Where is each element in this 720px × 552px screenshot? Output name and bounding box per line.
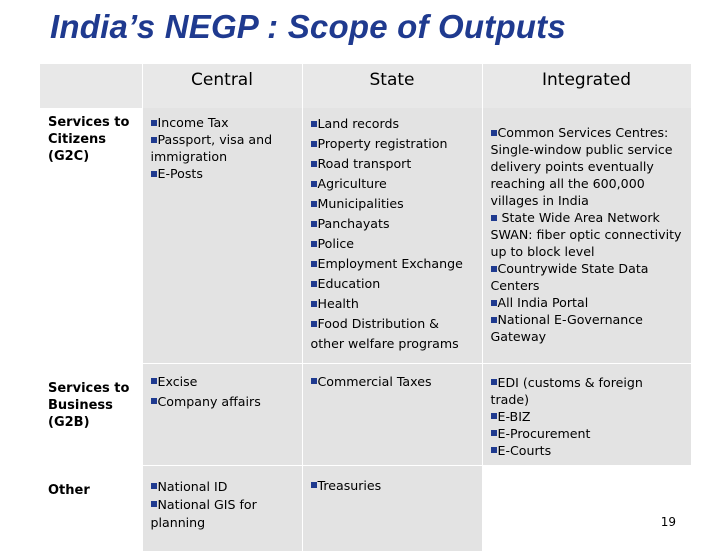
bullet-text: National ID [157, 478, 228, 494]
bullet-text: E-Procurement [497, 425, 591, 441]
square-bullet-icon [151, 378, 157, 384]
bullet-item [491, 209, 685, 260]
square-bullet-icon [151, 137, 157, 143]
bullet-text: Municipalities [317, 196, 404, 211]
bullet-text: Passport, visa and immigration [150, 132, 273, 164]
row-label-g2c: Services to Citizens (G2C) [40, 108, 142, 363]
square-bullet-icon [311, 181, 317, 187]
bullet-item [311, 214, 476, 234]
bullet-item [311, 134, 476, 154]
header-row [40, 64, 691, 108]
bullet-item [151, 392, 296, 412]
bullet-text: Employment Exchange [317, 256, 463, 271]
column-header-central: Central [142, 64, 302, 108]
bullet-item [151, 478, 296, 496]
cell-other-state [302, 465, 482, 551]
bullet-text: State Wide Area Network SWAN: fiber optic connectivity up to block level [490, 210, 682, 259]
bullet-item [311, 254, 476, 274]
bullet-item [311, 174, 476, 194]
bullet-text: Education [317, 276, 381, 291]
bullet-item [311, 294, 476, 314]
bullet-text: Police [317, 236, 355, 251]
bullet-item [491, 124, 685, 209]
bullet-text: Land records [317, 116, 400, 131]
bullet-item [151, 114, 296, 131]
square-bullet-icon [311, 482, 317, 488]
bullet-item [311, 114, 476, 134]
square-bullet-icon [311, 121, 317, 127]
bullet-text: Common Services Centres: Single-window public service delivery points eventually reaching all the 600,000 villages in India [490, 125, 673, 208]
bullet-text: Panchayats [317, 216, 390, 231]
bullet-text: Income Tax [157, 115, 229, 130]
bullet-item [491, 311, 685, 345]
square-bullet-icon [491, 215, 497, 221]
cell-g2c-state [302, 108, 482, 363]
bullet-item [311, 372, 476, 392]
column-header-state: State [302, 64, 482, 108]
page-number: 19 [660, 515, 676, 529]
cell-g2c-integrated [482, 108, 691, 363]
bullet-text: Excise [157, 373, 198, 389]
bullet-text: Road transport [317, 156, 412, 171]
bullet-item [491, 425, 685, 442]
square-bullet-icon [151, 171, 157, 177]
cell-g2b-central [142, 363, 302, 465]
bullet-text: Food Distribution & other welfare programs [310, 316, 459, 351]
square-bullet-icon [491, 413, 497, 419]
bullet-item [311, 234, 476, 254]
cell-other-integrated [482, 465, 691, 551]
bullet-item [151, 165, 296, 182]
square-bullet-icon [311, 141, 317, 147]
scope-table [40, 64, 692, 552]
bullet-item [151, 131, 296, 165]
column-header-integrated: Integrated [482, 64, 691, 108]
bullet-item [311, 314, 476, 354]
bullet-text: E-Courts [497, 442, 552, 458]
row-g2c [40, 108, 691, 363]
cell-other-central [142, 465, 302, 551]
bullet-item [491, 260, 685, 294]
square-bullet-icon [311, 261, 317, 267]
bullet-item [311, 274, 476, 294]
corner-cell [40, 64, 142, 108]
square-bullet-icon [311, 301, 317, 307]
square-bullet-icon [491, 430, 497, 436]
cell-g2b-integrated [482, 363, 691, 465]
square-bullet-icon [311, 221, 317, 227]
bullet-text: Agriculture [317, 176, 387, 191]
row-other [40, 465, 691, 551]
bullet-text: Treasuries [317, 477, 382, 493]
bullet-text: Property registration [317, 136, 448, 151]
bullet-item [311, 194, 476, 214]
square-bullet-icon [151, 501, 157, 507]
bullet-text: National GIS for planning [150, 496, 257, 530]
bullet-item [491, 294, 685, 311]
bullet-item [491, 374, 685, 408]
bullet-item [491, 442, 685, 459]
bullet-text: EDI (customs & foreign trade) [490, 374, 643, 407]
square-bullet-icon [151, 483, 157, 489]
cell-g2b-state [302, 363, 482, 465]
bullet-text: Company affairs [157, 393, 261, 409]
bullet-item [311, 476, 476, 496]
square-bullet-icon [491, 300, 497, 306]
bullet-text: All India Portal [497, 295, 589, 310]
square-bullet-icon [311, 321, 317, 327]
square-bullet-icon [311, 378, 317, 384]
square-bullet-icon [311, 201, 317, 207]
bullet-text: Commercial Taxes [317, 373, 432, 389]
square-bullet-icon [151, 398, 157, 404]
bullet-text: E-BIZ [497, 408, 531, 424]
bullet-item [151, 372, 296, 392]
row-label-other: Other [40, 465, 142, 551]
bullet-text: Countrywide State Data Centers [490, 261, 649, 293]
square-bullet-icon [151, 120, 157, 126]
square-bullet-icon [311, 241, 317, 247]
square-bullet-icon [491, 130, 497, 136]
bullet-text: E-Posts [157, 166, 203, 181]
bullet-item [151, 496, 296, 532]
square-bullet-icon [491, 379, 497, 385]
slide-title: India’s NEGP : Scope of Outputs [50, 8, 566, 45]
bullet-item [491, 408, 685, 425]
square-bullet-icon [491, 266, 497, 272]
square-bullet-icon [491, 447, 497, 453]
square-bullet-icon [311, 281, 317, 287]
square-bullet-icon [311, 161, 317, 167]
bullet-text: Health [317, 296, 359, 311]
square-bullet-icon [491, 317, 497, 323]
row-label-g2b: Services to Business (G2B) [40, 363, 142, 465]
cell-g2c-central [142, 108, 302, 363]
row-g2b [40, 363, 691, 465]
bullet-item [311, 154, 476, 174]
bullet-text: National E-Governance Gateway [490, 312, 643, 344]
